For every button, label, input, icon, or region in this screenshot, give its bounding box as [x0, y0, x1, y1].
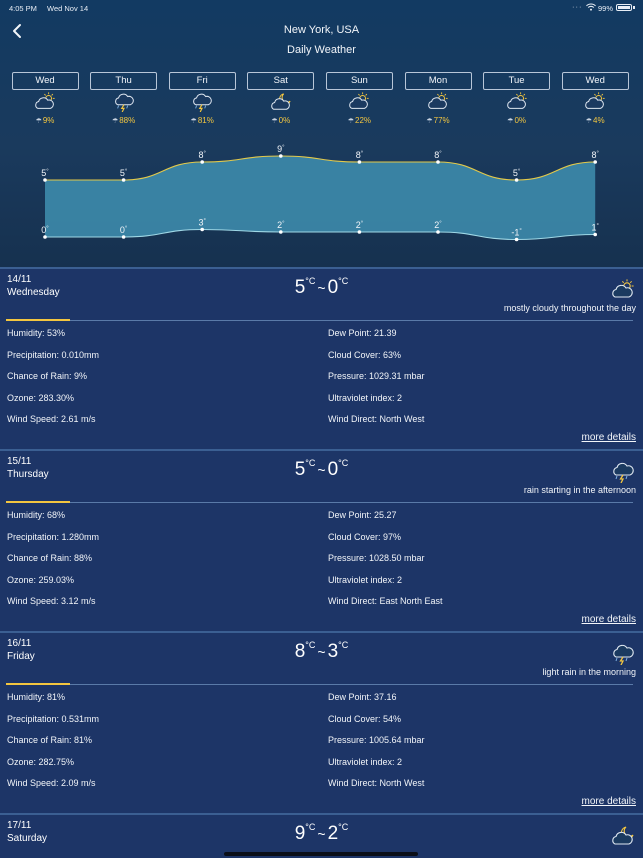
card-stat-left: Ozone: 282.75%	[7, 757, 75, 767]
degree-mark: °	[203, 151, 206, 157]
low-temp-value: 2	[355, 220, 361, 230]
low-temp-point	[122, 235, 126, 239]
card-date: 16/11	[7, 638, 32, 649]
card-stat-left: Wind Speed: 2.09 m/s	[7, 778, 96, 788]
high-temp-value: 8	[591, 150, 597, 160]
low-temp-value: 1	[591, 222, 597, 233]
range-tilde: ~	[317, 826, 326, 842]
card-description: mostly cloudy throughout the day	[503, 303, 636, 313]
battery-percent: 99%	[598, 4, 614, 13]
degree-mark: °	[46, 169, 49, 175]
rain-chance-value: 4%	[593, 116, 605, 125]
high-temp-label	[198, 150, 206, 160]
card-stat-right: Pressure: 1005.64 mbar	[328, 735, 425, 745]
umbrella-icon: ☂	[507, 118, 514, 125]
card-stat-right: Dew Point: 21.39	[328, 328, 397, 338]
page-subtitle: Daily Weather	[287, 44, 356, 56]
card-divider	[6, 502, 633, 503]
more-details-link[interactable]: more details	[581, 614, 636, 625]
day-tab-wed[interactable]: Wed	[562, 72, 629, 90]
card-stat-left: Precipitation: 0.010mm	[7, 350, 100, 360]
card-stat-right: Wind Direct: North West	[328, 414, 425, 424]
day-tab-mon[interactable]: Mon	[405, 72, 472, 90]
card-temp-range	[0, 823, 643, 845]
battery-tip	[633, 6, 635, 9]
low-temp-value: 2	[277, 220, 283, 230]
high-temp-point	[436, 160, 440, 164]
degree-mark: °	[439, 151, 442, 157]
rain-chance	[492, 116, 542, 125]
partly-cloudy-night-icon	[611, 825, 635, 847]
degree-mark: °	[282, 145, 285, 151]
partly-cloudy-day-icon	[33, 92, 57, 112]
thunderstorm-icon	[112, 92, 136, 112]
range-tilde: ~	[317, 280, 326, 296]
card-divider-accent	[6, 501, 70, 503]
high-temp-value: 8	[434, 150, 440, 160]
status-date: Wed Nov 14	[47, 4, 89, 13]
card-divider-accent	[6, 683, 70, 685]
card-weekday: Friday	[7, 651, 35, 662]
degree-mark: °	[203, 218, 206, 225]
rain-chance	[413, 116, 463, 125]
rain-chance	[570, 116, 620, 125]
card-description: light rain in the morning	[542, 667, 636, 677]
partly-cloudy-day-icon	[583, 92, 607, 112]
rain-chance-value: 88%	[119, 116, 136, 125]
high-temp-point	[358, 160, 362, 164]
low-temp-value: 0	[41, 225, 47, 235]
status-bar	[0, 0, 643, 16]
rain-chance-value: 9%	[42, 116, 55, 125]
degree-mark: °	[519, 228, 522, 235]
card-divider	[6, 684, 633, 685]
card-high-temp: 9	[294, 823, 306, 844]
card-divider	[6, 320, 633, 321]
celsius-unit: °C	[305, 458, 316, 468]
degree-mark: °	[282, 221, 285, 227]
home-indicator[interactable]	[224, 852, 418, 856]
rain-chance-value: 22%	[355, 116, 372, 125]
high-temp-point	[43, 178, 47, 182]
degree-mark: °	[596, 223, 599, 230]
umbrella-icon: ☂	[585, 118, 593, 125]
more-details-link[interactable]: more details	[581, 432, 636, 443]
umbrella-icon: ☂	[426, 118, 433, 125]
celsius-unit: °C	[305, 822, 316, 832]
rain-chance-value: 81%	[197, 116, 214, 125]
status-time: 4:05 PM	[9, 4, 37, 13]
range-tilde: ~	[317, 644, 326, 660]
degree-mark: °	[124, 169, 128, 175]
temperature-chart	[0, 140, 643, 250]
low-temp-value: 0	[119, 225, 125, 235]
card-stat-left: Wind Speed: 3.12 m/s	[7, 596, 96, 606]
card-divider-accent	[6, 319, 70, 321]
thunderstorm-icon	[611, 461, 635, 483]
celsius-unit: °C	[305, 640, 316, 650]
card-date: 17/11	[7, 820, 32, 831]
card-stat-right: Ultraviolet index: 2	[328, 575, 403, 585]
partly-cloudy-day-icon	[505, 92, 529, 112]
card-stat-right: Pressure: 1029.31 mbar	[328, 371, 425, 381]
partly-cloudy-day-icon	[611, 279, 635, 301]
degree-mark: °	[596, 151, 599, 157]
card-stat-right: Dew Point: 37.16	[328, 692, 397, 702]
card-stat-left: Wind Speed: 2.61 m/s	[7, 414, 96, 424]
rain-chance	[256, 116, 306, 125]
high-temp-point	[122, 178, 126, 182]
high-temp-label	[41, 168, 49, 178]
card-stat-left: Precipitation: 0.531mm	[7, 714, 100, 724]
thunderstorm-icon	[611, 643, 635, 665]
card-low-temp: 3	[327, 641, 339, 662]
card-stat-right: Cloud Cover: 63%	[328, 350, 402, 360]
multitask-dots-icon: ···	[572, 2, 583, 11]
rain-chance	[334, 116, 384, 125]
low-temp-value: 2	[434, 220, 440, 230]
rain-chance-value: 77%	[433, 116, 450, 125]
card-stat-right: Wind Direct: East North East	[328, 596, 443, 606]
card-stat-left: Chance of Rain: 81%	[7, 735, 93, 745]
low-temp-point	[279, 230, 283, 234]
card-low-temp: 2	[327, 823, 339, 844]
high-temp-label	[277, 144, 285, 154]
card-stat-right: Cloud Cover: 97%	[328, 532, 402, 542]
rain-chance	[99, 116, 149, 125]
card-weekday: Thursday	[7, 469, 49, 480]
degree-mark: °	[439, 221, 442, 227]
high-temp-value: 9	[277, 144, 283, 154]
day-tab-sun[interactable]: Sun	[326, 72, 393, 90]
partly-cloudy-day-icon	[426, 92, 450, 112]
high-temp-label	[513, 168, 521, 178]
day-tab-tue[interactable]: Tue	[483, 72, 550, 90]
high-temp-point	[200, 160, 204, 164]
thunderstorm-icon	[190, 92, 214, 112]
low-temp-point	[43, 235, 47, 239]
card-stat-right: Dew Point: 25.27	[328, 510, 397, 520]
card-stat-left: Precipitation: 1.280mm	[7, 532, 100, 542]
umbrella-icon: ☂	[111, 118, 119, 125]
card-low-temp: 0	[327, 277, 339, 298]
umbrella-icon: ☂	[190, 118, 197, 125]
high-temp-value: 5	[119, 168, 125, 178]
high-temp-point	[515, 178, 519, 182]
low-temp-point	[515, 238, 519, 242]
rain-chance-value: 0%	[278, 116, 291, 125]
high-temp-value: 5	[41, 168, 47, 178]
card-temp-range	[0, 641, 643, 663]
high-temp-label	[120, 168, 128, 178]
celsius-unit: °C	[338, 276, 349, 286]
card-stat-right: Ultraviolet index: 2	[328, 393, 403, 403]
low-temp-point	[200, 228, 204, 232]
day-card[interactable]	[0, 631, 643, 811]
day-tab-sat[interactable]: Sat	[247, 72, 314, 90]
card-date: 14/11	[7, 274, 32, 285]
card-weekday: Wednesday	[7, 287, 60, 298]
card-temp-range	[0, 459, 643, 481]
low-temp-point	[436, 230, 440, 234]
high-temp-point	[593, 160, 597, 164]
degree-mark: °	[360, 151, 364, 157]
rain-chance-value: 0%	[514, 116, 527, 125]
card-stat-left: Humidity: 81%	[7, 692, 66, 702]
low-temp-label	[591, 223, 599, 233]
high-temp-value: 8	[198, 150, 204, 160]
card-stat-right: Wind Direct: North West	[328, 778, 425, 788]
celsius-unit: °C	[338, 640, 349, 650]
high-temp-label	[356, 150, 364, 160]
card-temp-range	[0, 277, 643, 299]
degree-mark: °	[517, 169, 521, 175]
umbrella-icon: ☂	[347, 118, 355, 125]
day-tab-wed[interactable]: Wed	[12, 72, 79, 90]
day-card[interactable]	[0, 449, 643, 629]
card-stat-right: Ultraviolet index: 2	[328, 757, 403, 767]
card-stat-left: Chance of Rain: 9%	[7, 371, 88, 381]
battery-icon	[616, 4, 632, 11]
low-temp-point	[593, 233, 597, 237]
degree-mark: °	[124, 226, 128, 232]
low-temp-value: 3	[198, 217, 204, 228]
celsius-unit: °C	[338, 458, 349, 468]
high-temp-point	[279, 154, 283, 158]
degree-mark: °	[360, 221, 364, 227]
card-stat-right: Pressure: 1028.50 mbar	[328, 553, 425, 563]
partly-cloudy-day-icon	[347, 92, 371, 112]
partly-cloudy-night-icon	[269, 92, 293, 112]
degree-mark: °	[46, 226, 49, 232]
day-tab-thu[interactable]: Thu	[90, 72, 157, 90]
card-stat-left: Humidity: 53%	[7, 328, 66, 338]
card-stat-left: Ozone: 259.03%	[7, 575, 75, 585]
rain-chance	[20, 116, 70, 125]
card-high-temp: 5	[294, 459, 306, 480]
card-stat-left: Chance of Rain: 88%	[7, 553, 93, 563]
umbrella-icon: ☂	[35, 118, 42, 125]
celsius-unit: °C	[338, 822, 349, 832]
high-temp-value: 5	[512, 168, 518, 178]
more-details-link[interactable]: more details	[581, 796, 636, 807]
card-date: 15/11	[7, 456, 32, 467]
card-low-temp: 0	[327, 459, 339, 480]
wifi-icon	[586, 3, 596, 11]
rain-chance	[177, 116, 227, 125]
high-temp-label	[591, 150, 599, 160]
card-stat-left: Humidity: 68%	[7, 510, 66, 520]
umbrella-icon: ☂	[271, 118, 278, 125]
card-description: rain starting in the afternoon	[523, 485, 636, 495]
card-high-temp: 5	[294, 277, 306, 298]
card-stat-left: Ozone: 283.30%	[7, 393, 75, 403]
high-temp-label	[434, 150, 442, 160]
high-temp-value: 8	[355, 150, 361, 160]
day-card[interactable]	[0, 267, 643, 447]
card-high-temp: 8	[294, 641, 306, 662]
low-temp-value: -1	[511, 227, 520, 238]
range-tilde: ~	[317, 462, 326, 478]
low-temp-point	[358, 230, 362, 234]
day-tab-fri[interactable]: Fri	[169, 72, 236, 90]
card-weekday: Saturday	[7, 833, 48, 844]
page-title: New York, USA	[283, 24, 360, 36]
card-stat-right: Cloud Cover: 54%	[328, 714, 402, 724]
celsius-unit: °C	[305, 276, 316, 286]
